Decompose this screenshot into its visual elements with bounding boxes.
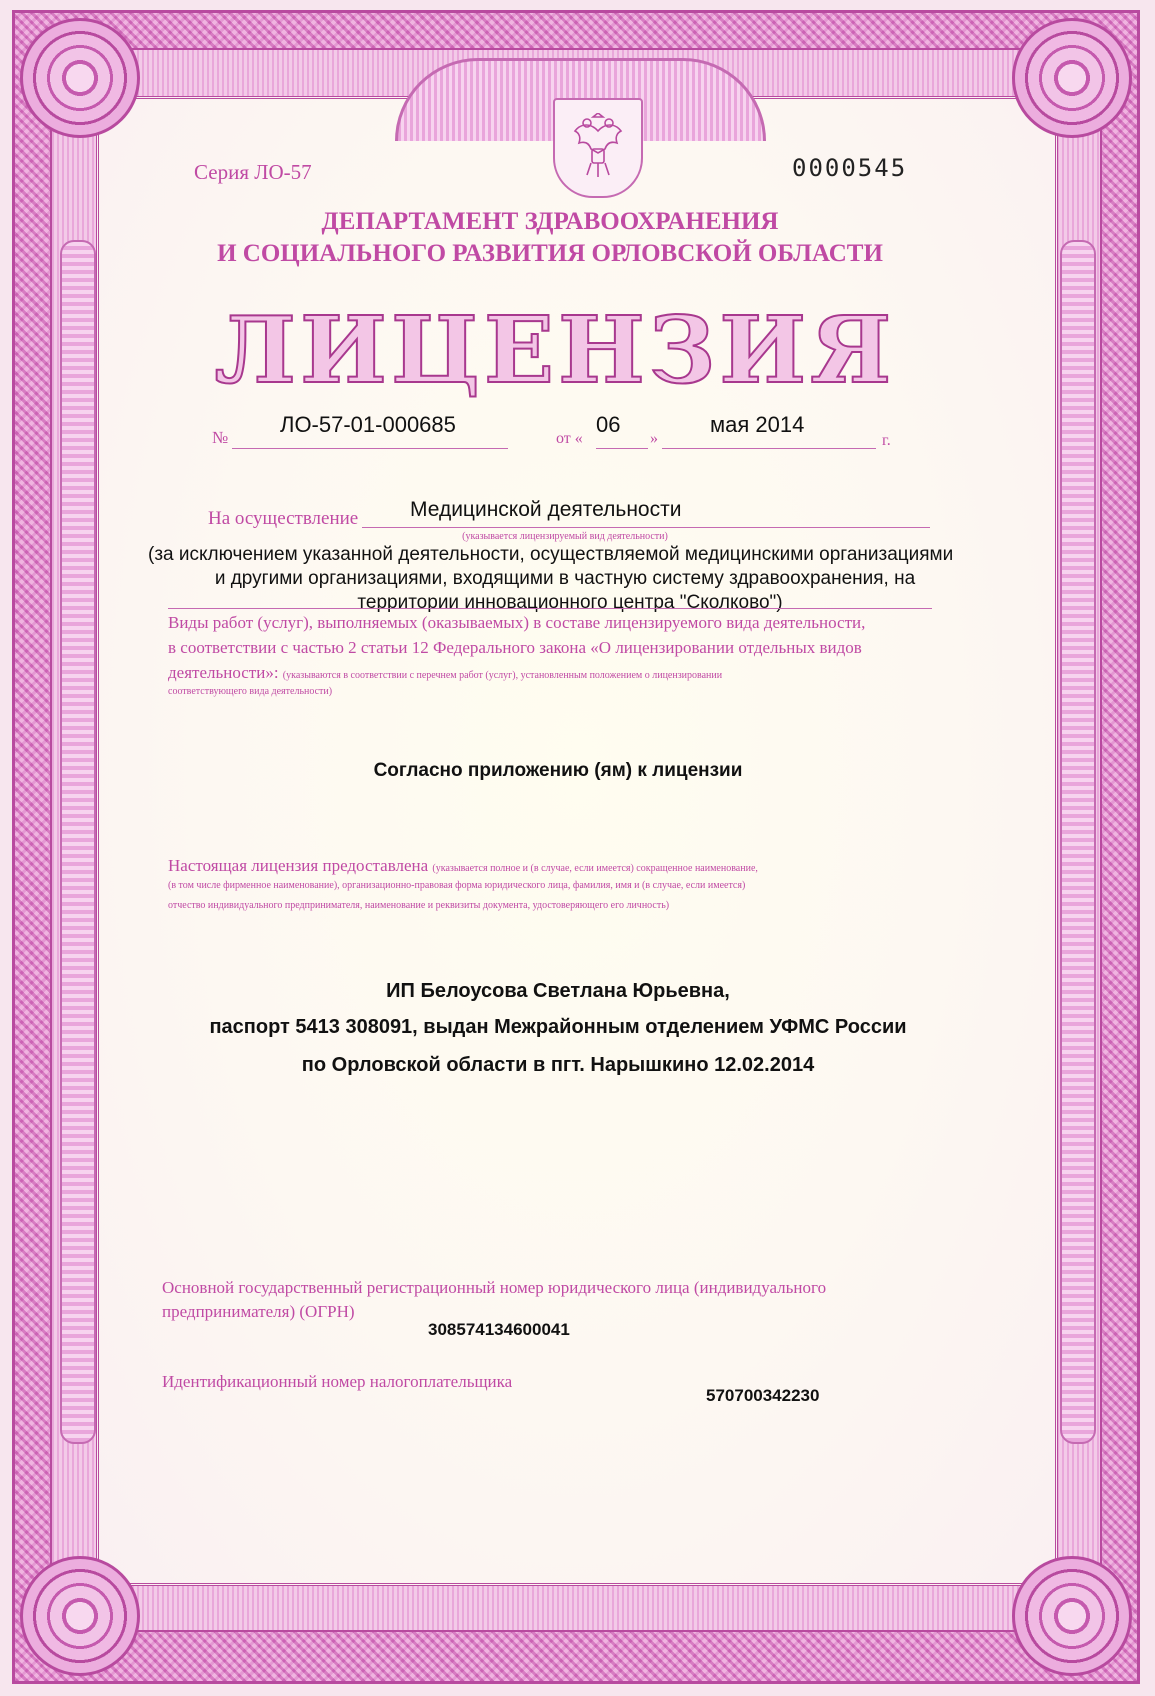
works-line-4: соответствующего вида деятельности) <box>168 686 333 697</box>
exclusion-underline <box>168 608 932 609</box>
from-close: » <box>650 430 658 447</box>
granted-line-1-main: Настоящая лицензия предоставлена <box>168 856 429 875</box>
license-day: 06 <box>596 412 621 437</box>
activity-exclusion-line-1: (за исключением указанной деятельности, осуществляемой медицинскими организациями <box>148 544 954 565</box>
works-line-2: в соответствии с частью 2 статьи 12 Федерального закона «О лицензировании отдельных видов <box>168 638 862 657</box>
works-line-1: Виды работ (услуг), выполняемых (оказываемых) в составе лицензируемого вида деятельности, <box>168 613 866 632</box>
granted-line-1-small: (указывается полное и (в случае, если имеется) сокращенное наименование, <box>432 863 758 874</box>
number-sign: № <box>212 428 229 447</box>
ogrn-label-line-1: Основной государственный регистрационный номер юридического лица (индивидуального <box>162 1278 827 1297</box>
date-underline <box>662 448 876 449</box>
works-line-3-main: деятельности»: <box>168 663 279 682</box>
granted-line-3: отчество индивидуального предпринимателя, наименование и реквизиты документа, удостоверяющего его личность) <box>168 900 670 911</box>
department-line-1: ДЕПАРТАМЕНТ ЗДРАВООХРАНЕНИЯ <box>321 208 779 235</box>
series-label: Серия ЛО-57 <box>194 160 312 184</box>
from-label: от « <box>556 430 583 447</box>
number-underline <box>232 448 508 449</box>
ogrn-label-line-2: предпринимателя) (ОГРН) <box>162 1302 355 1321</box>
inn-label: Идентификационный номер налогоплательщика <box>162 1372 513 1391</box>
document-title: ЛИЦЕНЗИЯ <box>214 296 896 404</box>
year-suffix: г. <box>882 432 891 449</box>
granted-line-2: (в том числе фирменное наименование), организационно-правовая форма юридического лица, фамилия, имя и (в случае, если имеется) <box>168 880 746 891</box>
works-line-3 <box>168 663 722 683</box>
license-number: ЛО-57-01-000685 <box>280 412 456 437</box>
granted-line-1 <box>168 856 758 876</box>
works-value: Согласно приложению (ям) к лицензии <box>373 760 743 781</box>
license-month-year: мая 2014 <box>710 412 805 437</box>
ogrn-value: 308574134600041 <box>428 1320 570 1339</box>
holder-line-3: по Орловской области в пгт. Нарышкино 12.02.2014 <box>301 1054 815 1076</box>
inn-value: 570700342230 <box>706 1386 820 1405</box>
activity-exclusion-line-2: и другими организациями, входящими в частную систему здравоохранения, на <box>214 568 916 589</box>
day-underline <box>596 448 648 449</box>
works-line-3-small: (указываются в соответствии с перечнем работ (услуг), установленным положением о лицензировании <box>282 670 723 681</box>
activity-label: На осуществление <box>208 508 359 529</box>
activity-caption: (указывается лицензируемый вид деятельности) <box>462 531 668 542</box>
department-line-2: И СОЦИАЛЬНОГО РАЗВИТИЯ ОРЛОВСКОЙ ОБЛАСТИ <box>217 240 883 267</box>
form-number: 0000545 <box>792 154 908 182</box>
holder-line-1: ИП Белоусова Светлана Юрьевна, <box>386 980 730 1002</box>
activity-value: Медицинской деятельности <box>410 498 682 521</box>
activity-underline <box>362 527 930 528</box>
activity-exclusion-line-3: территории инновационного центра "Сколково") <box>357 592 783 613</box>
holder-line-2: паспорт 5413 308091, выдан Межрайонным отделением УФМС России <box>209 1016 907 1038</box>
